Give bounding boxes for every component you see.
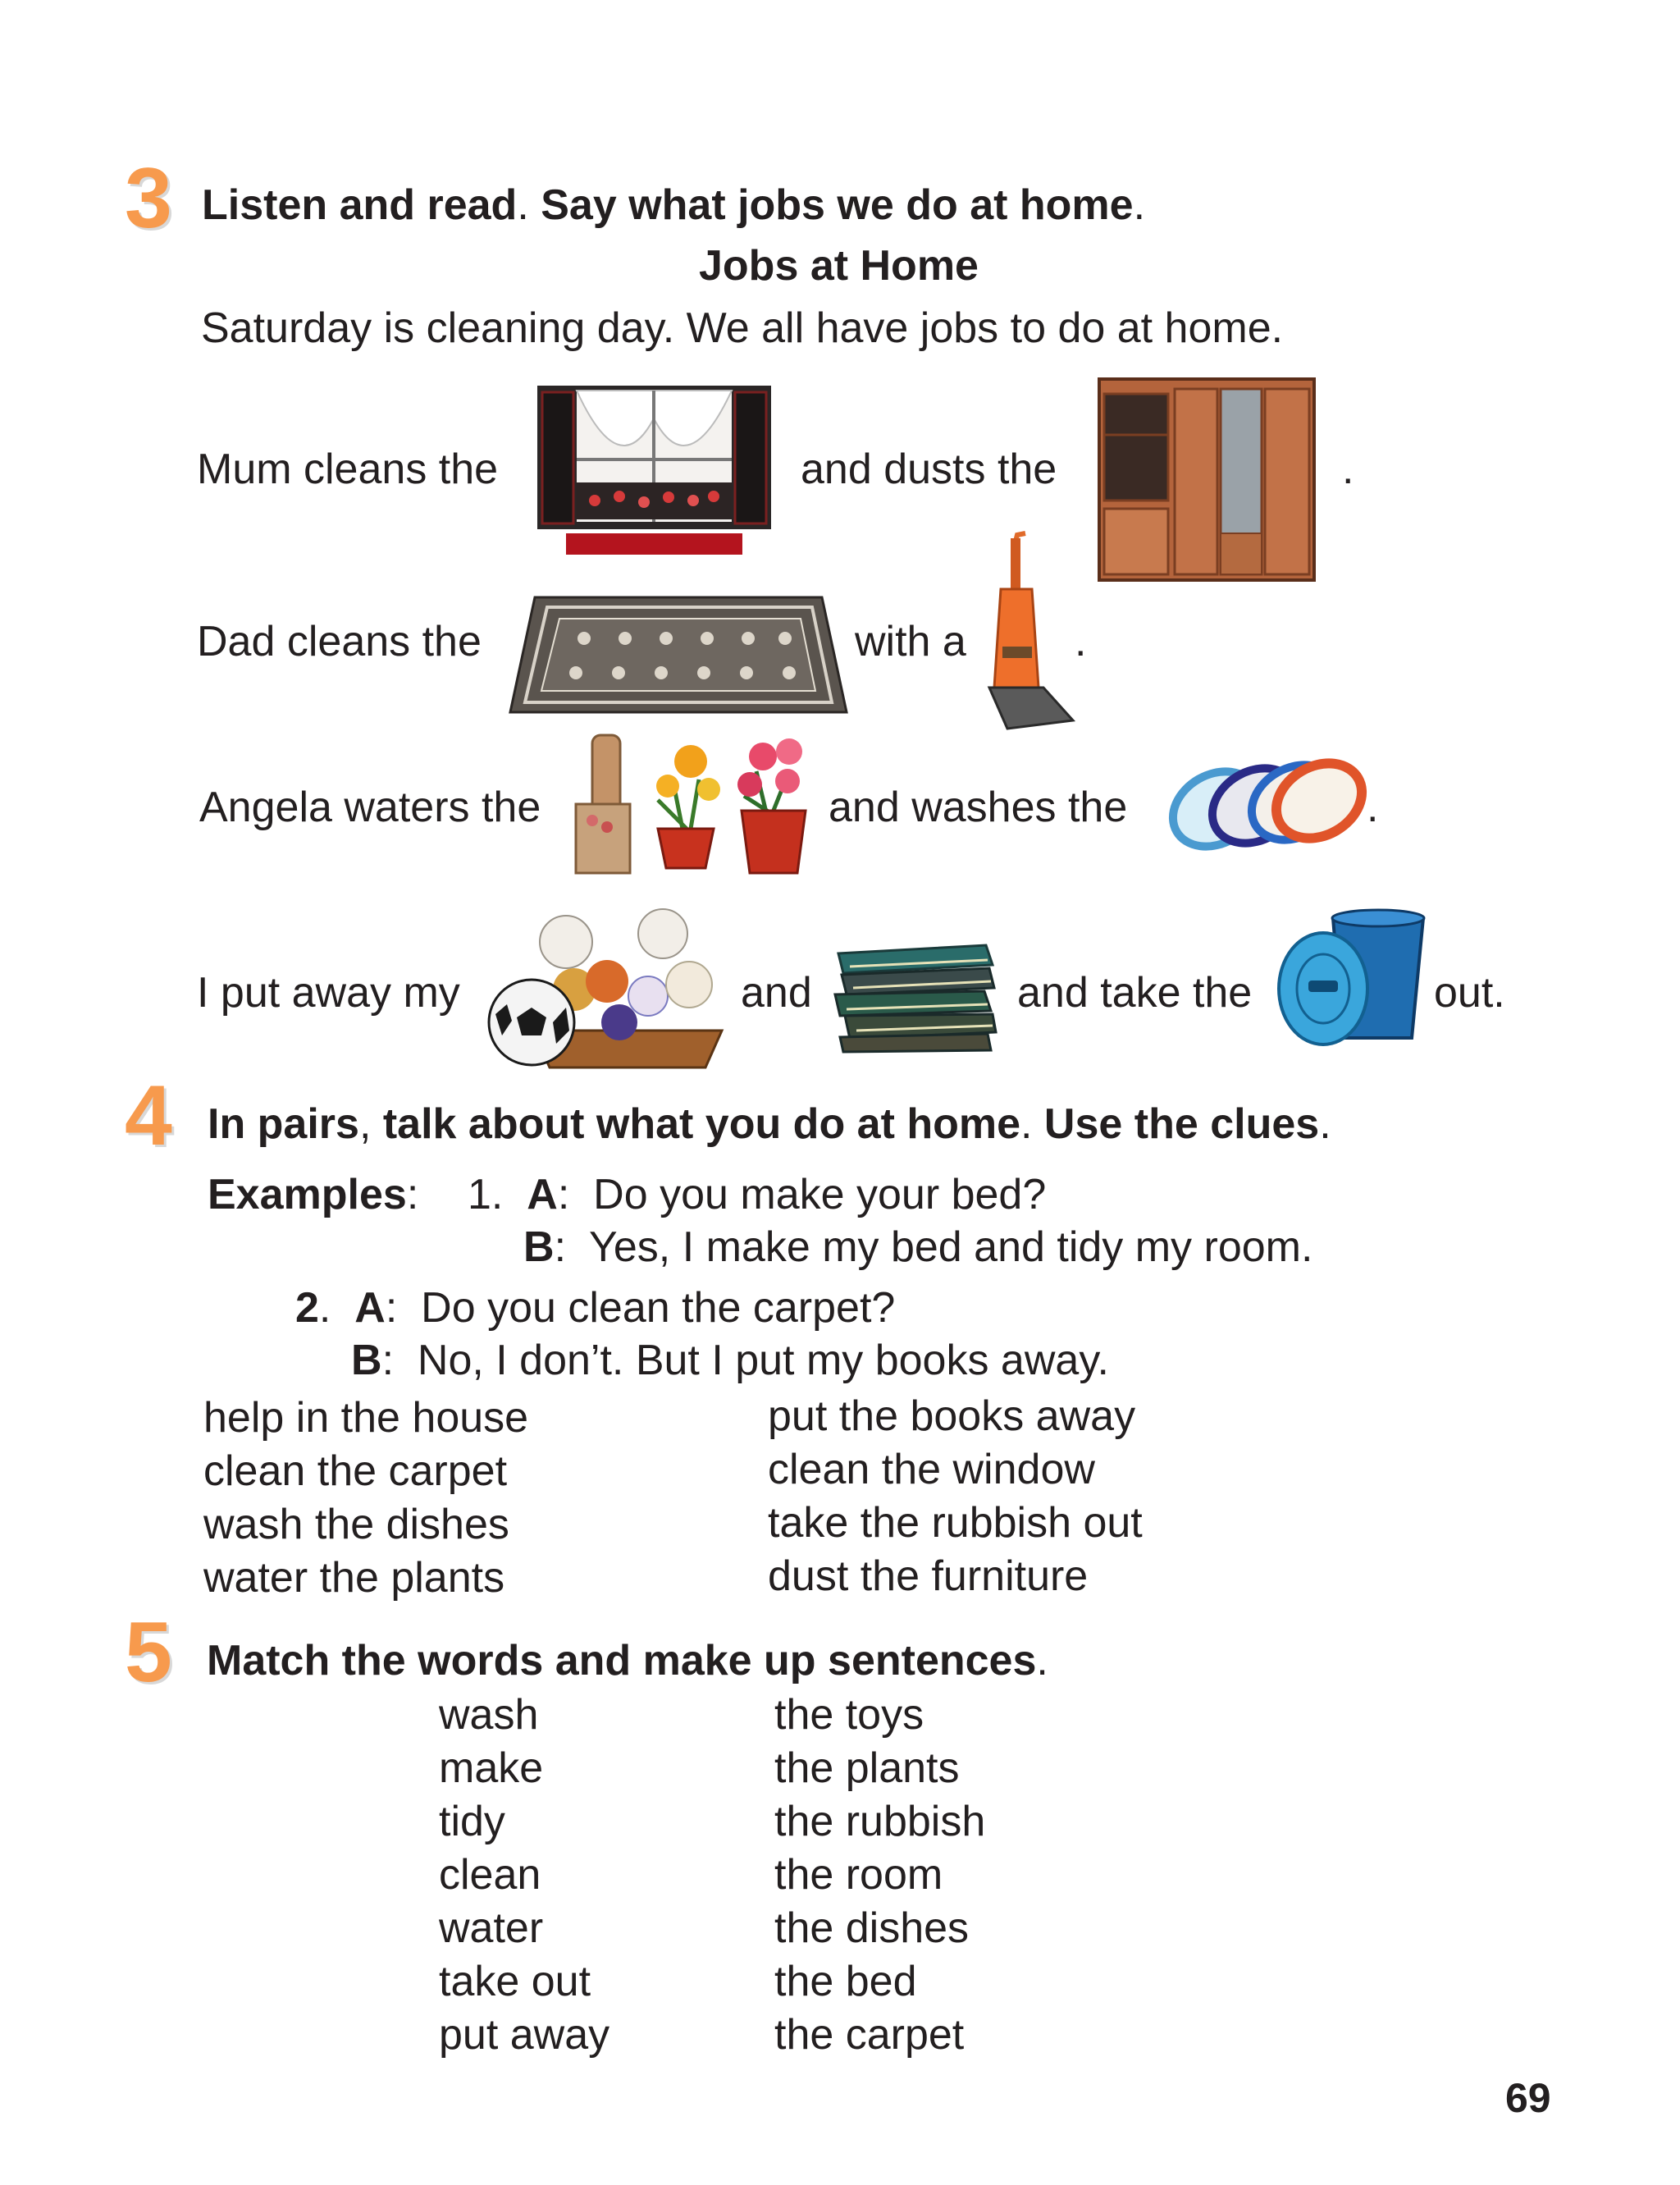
speaker-label: B [523, 1223, 555, 1271]
speaker-label: A [354, 1284, 386, 1332]
story-line-2-a: Dad cleans the [197, 618, 482, 665]
exercise-5-instruction: Match the words and make up sentences. [207, 1637, 1048, 1684]
clue-item: take the rubbish out [768, 1499, 1143, 1547]
page-number: 69 [1505, 2075, 1551, 2121]
instruction-part: Use the clues [1043, 1100, 1320, 1148]
verbs-list [439, 1689, 609, 2062]
cupboard-picture [1091, 369, 1321, 583]
story-line-1-b: and dusts the [801, 446, 1057, 493]
example-2-a: 2. A: Do you clean the carpet? [295, 1284, 896, 1332]
verb-item: make [439, 1744, 544, 1792]
instruction-part: Listen and read [202, 181, 518, 229]
story-line-2-c: . [1075, 618, 1087, 665]
verb-item: wash [439, 1691, 539, 1739]
carpet-picture [510, 592, 847, 715]
example-number: 1 [468, 1171, 491, 1218]
clue-item: help in the house [203, 1394, 529, 1442]
clue-item: clean the window [768, 1446, 1095, 1493]
story-line-4-c: and take the [1017, 969, 1253, 1017]
object-item: the rubbish [774, 1798, 986, 1845]
dialogue-text: Do you clean the carpet? [421, 1284, 896, 1332]
object-item: the plants [774, 1744, 960, 1792]
story-title: Jobs at Home [699, 242, 979, 290]
story-line-4-a: I put away my [197, 969, 460, 1017]
object-item: the room [774, 1851, 943, 1899]
exercise-3-number: 3 [125, 151, 172, 246]
clue-item: put the books away [768, 1392, 1136, 1440]
exercise-3-instruction: Listen and read. Say what jobs we do at home. [202, 181, 1146, 229]
story-intro: Saturday is cleaning day. We all have jobs to do at home. [201, 304, 1284, 352]
verb-item: clean [439, 1851, 541, 1899]
example-number: 2 [295, 1284, 319, 1332]
story-line-4-b: and [741, 969, 812, 1017]
clue-item: dust the furniture [768, 1552, 1089, 1600]
vacuum-cleaner-picture [983, 532, 1081, 733]
exercise-5-number: 5 [125, 1605, 172, 1700]
exercise-4-instruction: In pairs, talk about what you do at home. Use the clues. [208, 1100, 1331, 1148]
instruction-part: talk about what you do at home [382, 1100, 1021, 1148]
objects-list [774, 1689, 985, 2062]
story-line-2-b: with a [855, 618, 966, 665]
window-picture [537, 386, 771, 558]
example-2-b: B: No, I don’t. But I put my books away. [351, 1337, 1109, 1384]
dialogue-text: Yes, I make my bed and tidy my room. [588, 1223, 1313, 1271]
speaker-label: B [351, 1337, 382, 1384]
speaker-label: A [527, 1171, 558, 1218]
clues-left-list [203, 1392, 528, 1605]
rubbish-bin-picture [1276, 907, 1431, 1050]
exercise-4-number: 4 [125, 1068, 172, 1163]
verb-item: take out [439, 1958, 591, 2005]
toys-picture [484, 899, 730, 1073]
story-line-3-a: Angela waters the [199, 784, 541, 831]
story-line-4-d: out. [1434, 969, 1505, 1017]
dishes-picture [1158, 752, 1367, 850]
dialogue-text: No, I don’t. But I put my books away. [417, 1337, 1109, 1384]
clue-item: clean the carpet [203, 1447, 508, 1495]
example-1-a: 1. A: Do you make your bed? [468, 1171, 1047, 1218]
instruction-part: Match the words and make up sentences [207, 1637, 1037, 1684]
clues-right-list [768, 1390, 1143, 1603]
object-item: the dishes [774, 1904, 970, 1952]
examples-label: Examples: [208, 1171, 419, 1218]
story-line-3-b: and washes the [829, 784, 1128, 831]
example-1-b: B: Yes, I make my bed and tidy my room. [523, 1223, 1313, 1271]
verb-item: water [439, 1904, 544, 1952]
story-line-3-c: . [1367, 784, 1379, 831]
object-item: the bed [774, 1958, 917, 2005]
story-line-1-a: Mum cleans the [197, 446, 499, 493]
plants-picture [568, 722, 824, 878]
story-line-1-c: . [1342, 446, 1354, 493]
instruction-part: Say what jobs we do at home [541, 181, 1134, 229]
clue-item: wash the dishes [203, 1501, 509, 1548]
verb-item: put away [439, 2011, 610, 2059]
examples-label-text: Examples [208, 1171, 407, 1218]
clue-item: water the plants [203, 1554, 505, 1602]
instruction-part: In pairs [208, 1100, 359, 1148]
verb-item: tidy [439, 1798, 505, 1845]
dialogue-text: Do you make your bed? [593, 1171, 1047, 1218]
object-item: the toys [774, 1691, 924, 1739]
books-picture [832, 942, 998, 1053]
object-item: the carpet [774, 2011, 965, 2059]
